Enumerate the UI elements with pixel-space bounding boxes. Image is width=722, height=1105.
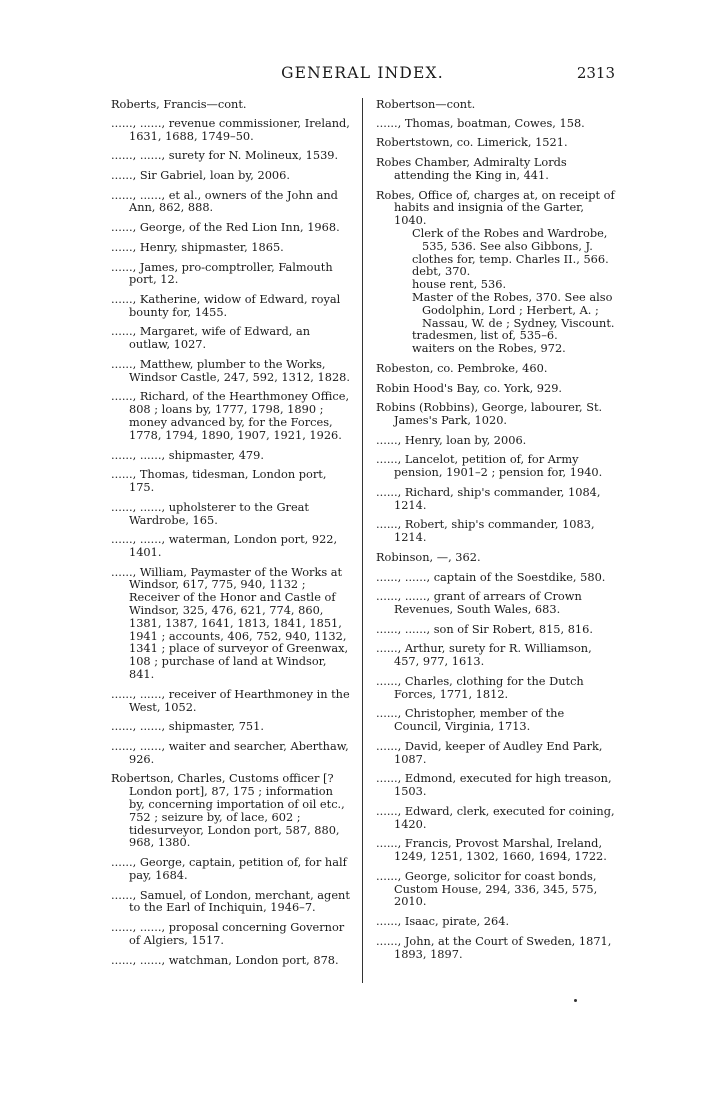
index-entry xyxy=(111,533,351,559)
index-entry-text: ......, Robert, ship's commander, 1083, 1214. xyxy=(376,517,595,545)
index-entry-text: Robertson, Charles, Customs officer [? London port], 87, 175 ; information by, concerning importation of oil etc., 752 ; seizure by, of lace, 602 ; tidesurveyor, London port, 587, 880, 968, 1380. xyxy=(111,771,345,850)
index-entry xyxy=(376,642,615,668)
index-subentry: Master of the Robes, 370. See also Godolphin, Lord ; Herbert, A. ; Nassau, W. de ; Sydney, Viscount. xyxy=(412,290,615,330)
index-entry xyxy=(376,401,615,427)
index-entry xyxy=(111,889,351,915)
index-entry xyxy=(376,98,615,111)
page-header xyxy=(110,64,615,88)
index-subentry: Clerk of the Robes and Wardrobe, 535, 536. See also Gibbons, J. xyxy=(412,226,608,253)
index-entry xyxy=(376,434,615,447)
index-entry-text: ......, Arthur, surety for R. Williamson, 457, 977, 1613. xyxy=(376,641,592,669)
index-entry xyxy=(376,117,615,130)
index-entry xyxy=(111,98,351,111)
index-entry-text: ......, ......, et al., owners of the John and Ann, 862, 888. xyxy=(111,187,338,215)
index-entry-text: ......, ......, captain of the Soestdike, 580. xyxy=(376,569,606,584)
page-mark xyxy=(574,999,577,1002)
index-entry-text: ......, Sir Gabriel, loan by, 2006. xyxy=(111,167,290,182)
index-entry-text: ......, ......, shipmaster, 479. xyxy=(111,447,264,462)
index-entry-text: ......, Isaac, pirate, 264. xyxy=(376,914,510,929)
index-entry-text: ......, Charles, clothing for the Dutch Forces, 1771, 1812. xyxy=(376,673,584,701)
index-entry-text: ......, John, at the Court of Sweden, 1871, 1893, 1897. xyxy=(376,933,612,961)
index-entry xyxy=(111,149,351,162)
index-entry xyxy=(376,623,615,636)
index-entry xyxy=(111,921,351,947)
index-entry-text: ......, Christopher, member of the Council, Virginia, 1713. xyxy=(376,706,565,734)
index-entry-text: Roberts, Francis—cont. xyxy=(111,97,247,111)
index-entry-text: Robertstown, co. Limerick, 1521. xyxy=(376,135,568,150)
index-entry-text: ......, Edmond, executed for high treason, 1503. xyxy=(376,771,612,799)
index-entry-text: Robins (Robbins), George, labourer, St. James's Park, 1020. xyxy=(376,400,603,428)
index-entry-text: ......, Henry, shipmaster, 1865. xyxy=(111,239,284,254)
index-entry xyxy=(111,241,351,254)
index-entry-text: ......, George, of the Red Lion Inn, 1968. xyxy=(111,220,340,235)
index-entry xyxy=(376,551,615,564)
index-entry-text: ......, ......, revenue commissioner, Ireland, 1631, 1688, 1749–50. xyxy=(111,115,350,143)
index-entry-text: ......, Margaret, wife of Edward, an outlaw, 1027. xyxy=(111,324,311,352)
index-entry xyxy=(111,390,351,441)
index-entry xyxy=(376,362,615,375)
index-entry-text: ......, ......, surety for N. Molineux, 1539. xyxy=(111,148,339,163)
index-entry-text: Robin Hood's Bay, co. York, 929. xyxy=(376,380,563,395)
index-entry-text: ......, Thomas, boatman, Cowes, 158. xyxy=(376,115,585,130)
index-entry-text: Robertson—cont. xyxy=(376,97,476,111)
index-entry-text: ......, Samuel, of London, merchant, agent to the Earl of Inchiquin, 1946–7. xyxy=(111,887,350,915)
index-entry xyxy=(111,117,351,143)
index-entry-text: ......, George, captain, petition of, for half pay, 1684. xyxy=(111,855,347,882)
index-entry xyxy=(376,590,615,616)
index-entry-text: Robinson, —, 362. xyxy=(376,549,481,564)
index-entry xyxy=(111,221,351,234)
index-entry xyxy=(111,358,351,384)
page-title: GENERAL INDEX. xyxy=(281,64,444,82)
left-column xyxy=(111,98,351,973)
index-entry xyxy=(111,449,351,462)
index-entry-text: ......, ......, proposal concerning Governor of Algiers, 1517. xyxy=(111,920,345,947)
index-entry xyxy=(376,935,615,961)
index-entry xyxy=(376,837,615,863)
index-entry-text: ......, ......, son of Sir Robert, 815, 816. xyxy=(376,621,593,636)
index-entry xyxy=(111,688,351,714)
page-number: 2313 xyxy=(576,64,615,82)
index-entry xyxy=(111,566,351,681)
index-entry xyxy=(376,518,615,544)
index-entry xyxy=(111,169,351,182)
index-entry-text: ......, ......, grant of arrears of Crown Revenues, South Wales, 683. xyxy=(376,589,582,617)
index-entry-text: Robes Chamber, Admiralty Lords attending the King in, 441. xyxy=(376,155,567,182)
index-entry xyxy=(376,136,615,149)
index-entry-text: ......, David, keeper of Audley End Park, 1087. xyxy=(376,738,603,766)
index-entry-text: ......, William, Paymaster of the Works at Windsor, 617, 775, 940, 1132 ; Receiver of the Honor and Castle of Windsor, 325, 476, 621, 774, 860, 1381, 1387, 1641, 1813, 1841, 1851, 1941 ; accounts, 406, 752, 940, 1132, 1341 ; place of surveyor of Greenwax, 108 ; purchase of land at Windsor, 841. xyxy=(111,564,349,682)
index-entry xyxy=(376,189,615,355)
index-entry-text: ......, Edward, clerk, executed for coining, 1420. xyxy=(376,803,615,831)
index-entry xyxy=(376,382,615,395)
index-entry xyxy=(111,856,351,882)
index-entry-text: ......, George, solicitor for coast bonds, Custom House, 294, 336, 345, 575, 2010. xyxy=(376,868,598,909)
index-entry-text: ......, Henry, loan by, 2006. xyxy=(376,432,527,447)
index-subentry: house rent, 536. xyxy=(412,277,507,292)
index-entry xyxy=(111,740,351,766)
index-entry xyxy=(376,156,615,182)
index-entry-text: ......, ......, receiver of Hearthmoney in the West, 1052. xyxy=(111,686,350,714)
index-subentry: clothes for, temp. Charles II., 566. xyxy=(412,251,609,266)
index-entry-text: ......, Francis, Provost Marshal, Ireland, 1249, 1251, 1302, 1660, 1694, 1722. xyxy=(376,836,607,864)
right-column xyxy=(376,98,615,967)
index-entry-text: ......, Katherine, widow of Edward, royal bounty for, 1455. xyxy=(111,292,341,319)
index-entry xyxy=(376,915,615,928)
index-entry-text: ......, ......, waiter and searcher, Aberthaw, 926. xyxy=(111,738,349,766)
index-entry xyxy=(376,772,615,798)
index-entry-text: ......, Matthew, plumber to the Works, Windsor Castle, 247, 592, 1312, 1828. xyxy=(111,356,350,384)
index-entry xyxy=(376,870,615,908)
index-entry xyxy=(111,261,351,287)
index-subentry: waiters on the Robes, 972. xyxy=(412,341,566,356)
index-entry xyxy=(376,486,615,512)
index-entry-text: ......, ......, upholsterer to the Great Wardrobe, 165. xyxy=(111,499,309,527)
index-entry xyxy=(376,453,615,479)
index-entry-text: ......, Lancelot, petition of, for Army pension, 1901–2 ; pension for, 1940. xyxy=(376,452,603,480)
index-entry xyxy=(376,707,615,733)
index-entry-text: ......, Thomas, tidesman, London port, 175. xyxy=(111,467,327,495)
index-entry xyxy=(111,772,351,849)
index-entry-text: ......, Richard, of the Hearthmoney Office, 808 ; loans by, 1777, 1798, 1890 ; money advanced by, for the Forces, 1778, 1794, 1890, 1907, 1921, 1926. xyxy=(111,389,350,442)
index-entry xyxy=(111,501,351,527)
index-entry-text: ......, ......, waterman, London port, 922, 1401. xyxy=(111,532,338,559)
index-entry xyxy=(376,740,615,766)
index-entry xyxy=(111,954,351,967)
index-entry-text: Robeston, co. Pembroke, 460. xyxy=(376,360,548,375)
index-entry-text: ......, ......, shipmaster, 751. xyxy=(111,719,264,734)
index-entry-text: ......, ......, watchman, London port, 878. xyxy=(111,952,339,967)
index-entry xyxy=(376,675,615,701)
index-entry-text: ......, Richard, ship's commander, 1084, 1214. xyxy=(376,484,601,512)
index-subentry: debt, 370. xyxy=(412,264,471,279)
column-divider xyxy=(362,98,363,983)
index-entry xyxy=(111,468,351,494)
index-entry-text: ......, James, pro-comptroller, Falmouth port, 12. xyxy=(111,259,333,287)
index-entry xyxy=(111,189,351,215)
index-entry xyxy=(111,720,351,733)
index-entry xyxy=(111,325,351,351)
index-entry xyxy=(376,571,615,584)
index-subentry: tradesmen, list of, 535–6. xyxy=(412,328,558,343)
index-entry-text: Robes, Office of, charges at, on receipt of habits and insignia of the Garter, 1040. xyxy=(376,187,615,228)
index-entry xyxy=(376,805,615,831)
index-entry xyxy=(111,293,351,319)
